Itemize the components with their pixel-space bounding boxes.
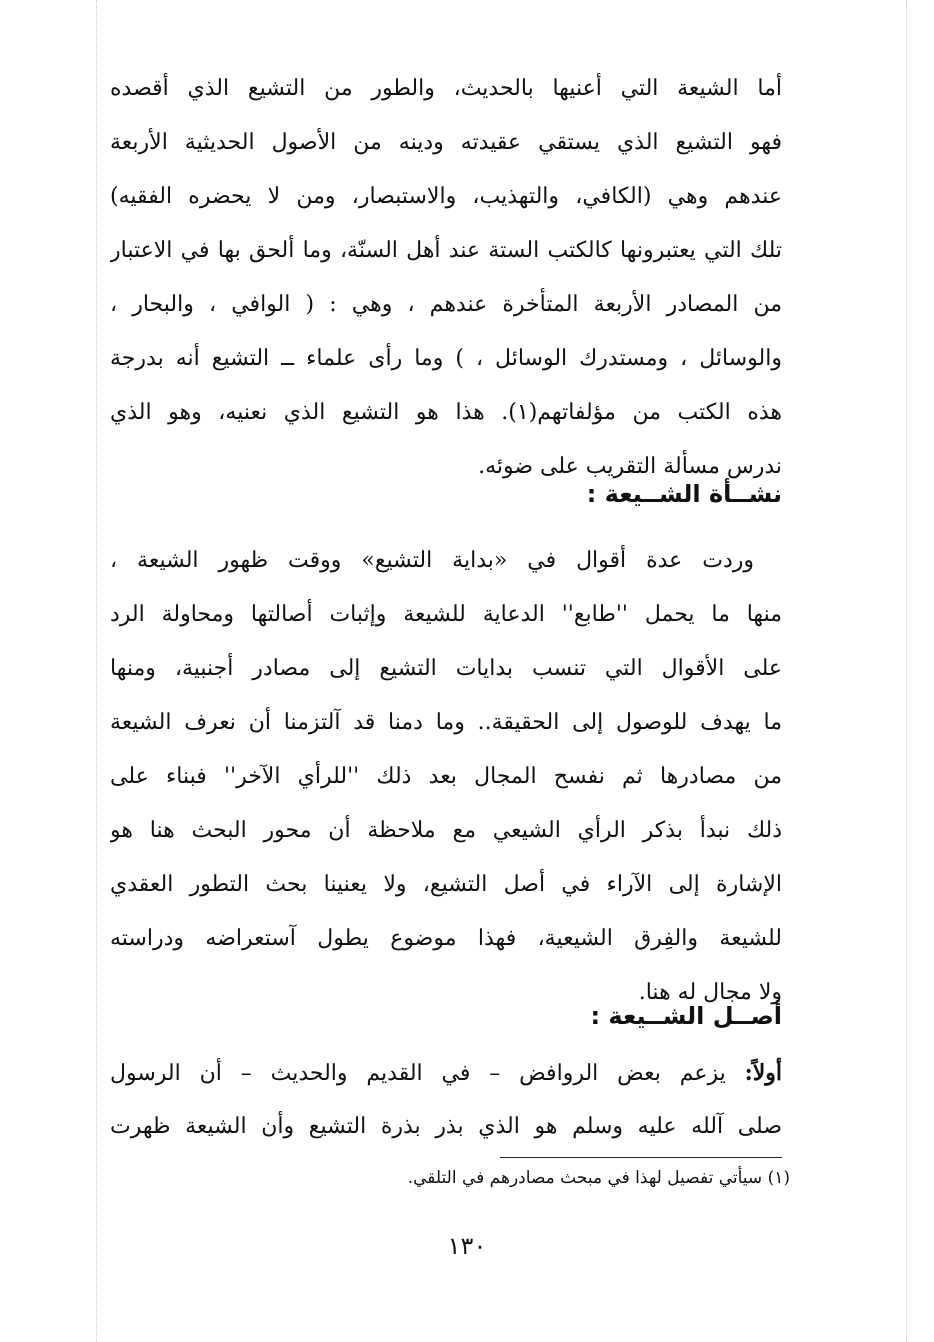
scan-guide-line [906, 0, 907, 1342]
footnote: (١) سيأتي تفصيل لهذا في مبحث مصادرهم في التلقي. [407, 1168, 790, 1188]
text-line: تلك التي يعتبرونها كالكتب الستة عند أهل السنّة، وما ألحق بها في الاعتبار [110, 238, 782, 263]
text-line: الإشارة إلى الآراء في أصل التشيع، ولا يعنينا بحث التطور العقدي [110, 872, 782, 897]
text-line: على الأقوال التي تنسب بدايات التشيع إلى مصادر أجنبية، ومنها [110, 656, 782, 681]
text-line: صلى آلله عليه وسلم هو الذي بذر بذرة التشيع وأن الشيعة ظهرت [110, 1114, 782, 1139]
text-line: وردت عدة أقوال في «بداية التشيع» ووقت ظهور الشيعة ، [110, 548, 754, 573]
paragraph-2 [110, 534, 782, 1020]
section-heading-origin: نشــأة الشــيعة : [586, 480, 782, 508]
paragraph-3 [110, 1046, 782, 1154]
paragraph-1 [110, 62, 782, 494]
text-line: من مصادرها ثم نفسح المجال بعد ذلك ''للرأي الآخر'' فبناء على [110, 764, 782, 789]
text-line: للشيعة والفِرق الشيعية، فهذا موضوع يطول آستعراضه ودراسته [110, 926, 782, 951]
text-line: منها ما يحمل ''طابع'' الدعاية للشيعة وإثبات أصالتها ومحاولة الرد [110, 602, 782, 627]
text-line: ما يهدف للوصول إلى الحقيقة.. وما دمنا قد آلتزمنا أن نعرف الشيعة [110, 710, 782, 735]
page-number: ١٣٠ [447, 1232, 487, 1260]
text-line: عندهم وهي (الكافي، والتهذيب، والاستبصار، ومن لا يحضره الفقيه) [110, 184, 782, 209]
paragraph-lead: أولاً: [744, 1060, 782, 1086]
text-line: ذلك نبدأ بذكر الرأي الشيعي مع ملاحظة أن محور البحث هنا هو [110, 818, 782, 843]
text-line: فهو التشيع الذي يستقي عقيدته ودينه من الأصول الحديثية الأربعة [110, 130, 782, 155]
scan-guide-line [96, 0, 97, 1342]
text-line [110, 1046, 782, 1100]
text-line: هذه الكتب من مؤلفاتهم(١). هذا هو التشيع الذي نعنيه، وهو الذي [110, 400, 782, 425]
text-line: أما الشيعة التي أعنيها بالحديث، والطور من التشيع الذي أقصده [110, 76, 782, 101]
text-line: ولا مجال له هنا. [638, 980, 782, 1005]
text-line: والوسائل ، ومستدرك الوسائل ، ) وما رأى علماء ــ التشيع أنه بدرجة [110, 346, 782, 371]
footnote-divider [500, 1157, 782, 1158]
text-fragment: يزعم بعض الروافض – في القديم والحديث – أن الرسول [110, 1061, 745, 1086]
text-line: ندرس مسألة التقريب على ضوئه. [478, 454, 782, 479]
section-heading-root: أصــل الشــيعة : [590, 1002, 782, 1030]
text-line: من المصادر الأربعة المتأخرة عندهم ، وهي : ( الوافي ، والبحار ، [110, 292, 782, 317]
